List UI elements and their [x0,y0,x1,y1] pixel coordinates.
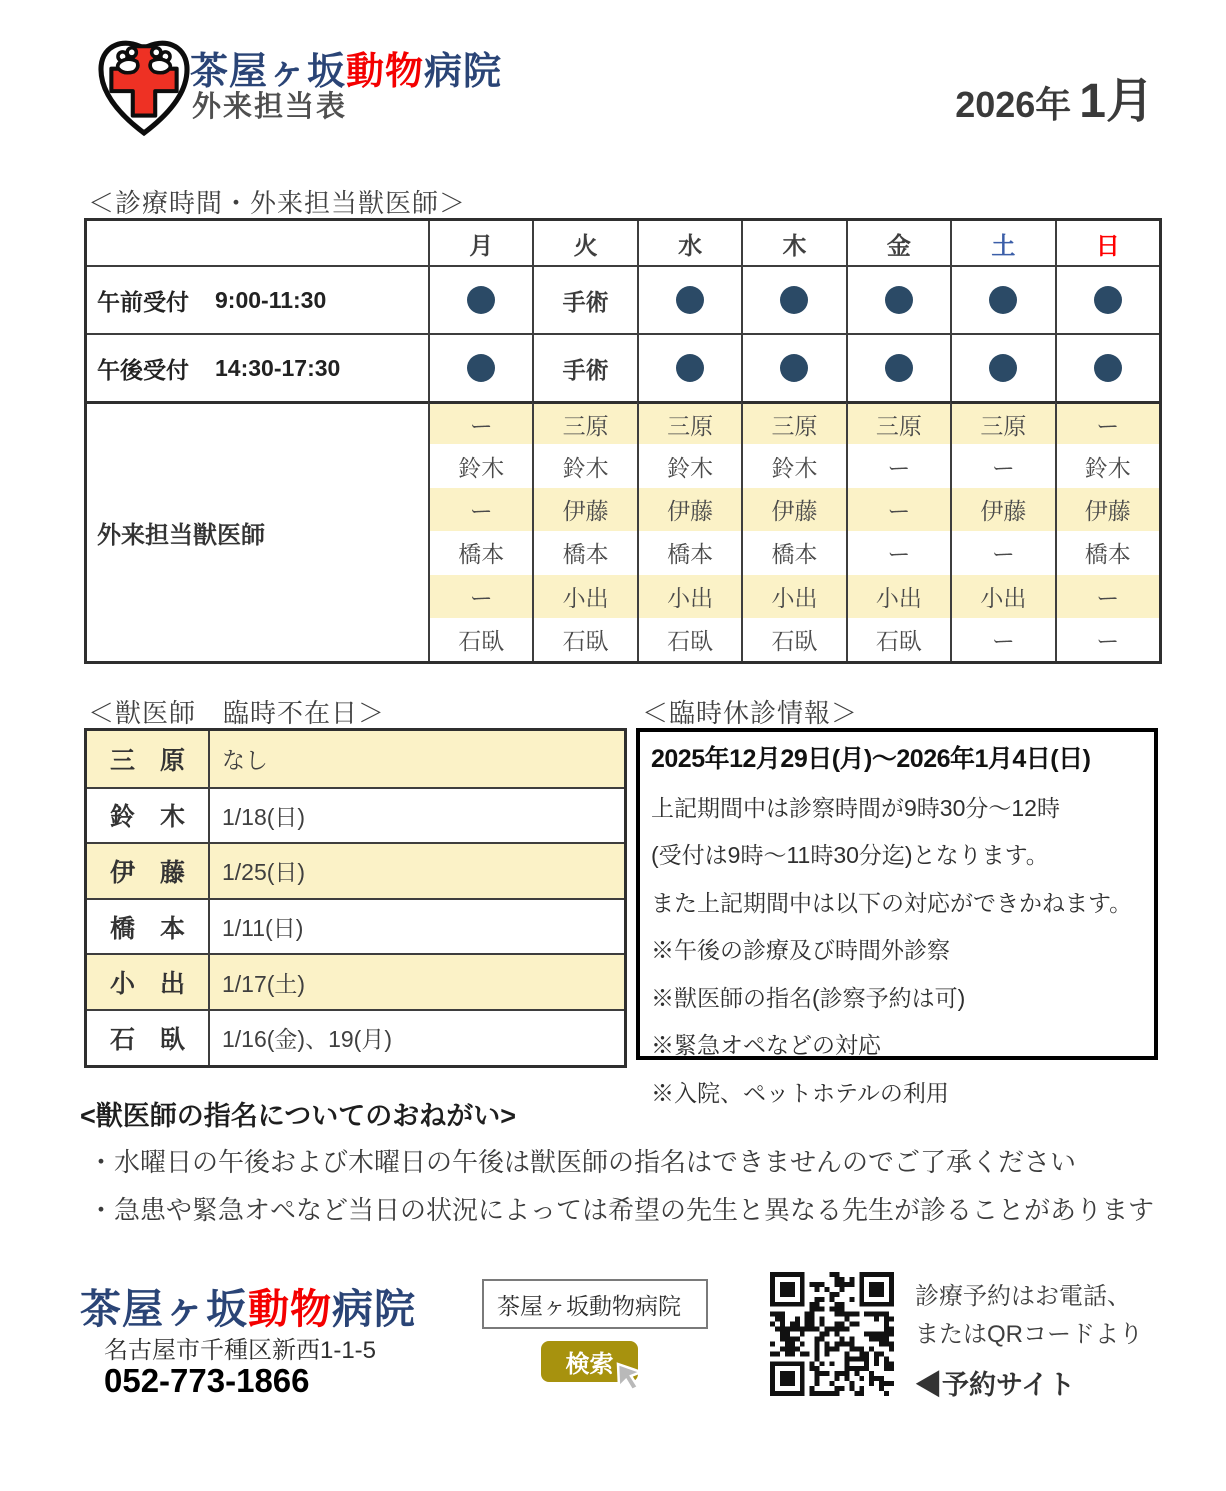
vet-cell: 橋本 [1055,531,1159,574]
open-dot-icon [467,354,495,382]
vet-cell: 鈴木 [1055,444,1159,487]
absence-table [84,728,627,1068]
absence-date-value: 1/18(日) [208,787,624,843]
vet-cell: 小出 [637,575,741,618]
closure-line: ※入院、ペットホテルの利用 [651,1079,949,1106]
schedule-cell [428,265,532,333]
vet-cell: 伊藤 [1055,488,1159,531]
schedule-table [84,218,1162,664]
day-header: 木 [741,221,845,265]
vet-cell: 小出 [741,575,845,618]
vet-cell: 橋本 [637,531,741,574]
schedule-cell [741,265,845,333]
vet-cell: ー [1055,401,1159,444]
schedule-cell: 手術 [532,333,636,401]
schedule-cell [637,333,741,401]
absence-date-value: 1/17(土) [208,953,624,1009]
open-dot-icon [780,354,808,382]
vet-cell: ー [846,488,950,531]
day-header: 土 [950,221,1054,265]
schedule-cell [1055,333,1159,401]
schedule-cell: 手術 [532,265,636,333]
vet-cell: ー [428,488,532,531]
schedule-cell [846,333,950,401]
vet-cell: ー [428,575,532,618]
absence-vet-name: 伊 藤 [87,842,208,898]
vet-cell: 三原 [950,401,1054,444]
absence-vet-name: 小 出 [87,953,208,1009]
qr-code [770,1272,894,1396]
address: 名古屋市千種区新西1-1-5 [104,1337,377,1364]
vet-cell: 三原 [637,401,741,444]
open-dot-icon [780,286,808,314]
vet-cell: ー [1055,618,1159,661]
hospital-name-accent: 動物 [346,51,425,93]
vet-cell: ー [950,444,1054,487]
schedule-cell [637,265,741,333]
vet-cell: 石臥 [428,618,532,661]
schedule-cell [950,265,1054,333]
month-label: 1月 [1079,75,1154,128]
vet-cell: 石臥 [532,618,636,661]
vet-cell: ー [846,531,950,574]
absence-vet-name: 鈴 木 [87,787,208,843]
vet-cell: 石臥 [741,618,845,661]
closure-line: また上記期間中は以下の対応ができかねます。 [651,889,1133,916]
vet-cell: 鈴木 [637,444,741,487]
absence-vet-name: 橋 本 [87,898,208,954]
absence-date-value: 1/11(日) [208,898,624,954]
vet-cell: ー [428,401,532,444]
closure-line: (受付は9時～11時30分迄)となります。 [651,842,1049,868]
open-dot-icon [1094,354,1122,382]
vet-cell: 橋本 [428,531,532,574]
schedule-cell [428,333,532,401]
open-dot-icon [676,354,704,382]
vet-cell: 橋本 [741,531,845,574]
closure-period: 2025年12月29日(月)～2026年1月4日(日) [651,745,1091,773]
search-button: 検索 [541,1341,638,1382]
open-dot-icon [885,286,913,314]
closure-line: ※緊急オペなどの対応 [651,1032,881,1058]
absence-date-value: 1/25(日) [208,842,624,898]
hospital-name: 茶屋ヶ坂動物病院 [190,51,503,93]
absence-date-value: なし [208,731,624,787]
closure-line: 上記期間中は診察時間が9時30分～12時 [651,794,1060,821]
vet-cell: 伊藤 [532,488,636,531]
time-row-label: 午後受付 14:30-17:30 [87,333,428,401]
vet-cell: 三原 [741,401,845,444]
vet-cell: 小出 [950,575,1054,618]
schedule-cell [1055,265,1159,333]
phone-number: 052-773-1866 [104,1362,310,1399]
vet-cell: ー [950,531,1054,574]
time-row-label: 午前受付 9:00-11:30 [87,265,428,333]
day-header: 金 [846,221,950,265]
vet-cell: 鈴木 [532,444,636,487]
reservation-site-label: ◀予約サイト [915,1370,1076,1400]
cursor-arrow-icon [614,1360,646,1392]
vet-cell: 鈴木 [741,444,845,487]
paw-cross-heart-icon [93,31,195,139]
closure-line: ※午後の診療及び時間外診察 [651,937,950,963]
absence-vet-name: 石 臥 [87,1009,208,1065]
vet-section-label: 外来担当獣医師 [87,401,428,661]
open-dot-icon [989,354,1017,382]
schedule-month: 2026年 1月 [955,75,1154,128]
request-bullet: ・急患や緊急オペなど当日の状況によっては希望の先生と異なる先生が診ることがあります [88,1195,1155,1225]
closure-line: ※獣医師の指名(診察予約は可) [651,984,966,1011]
open-dot-icon [885,354,913,382]
vet-cell: 伊藤 [637,488,741,531]
day-header: 水 [637,221,741,265]
vet-cell: 伊藤 [950,488,1054,531]
search-input: 茶屋ヶ坂動物病院 [482,1279,708,1329]
request-heading: <獣医師の指名についてのおねがい> [80,1101,516,1131]
footer-hospital-name: 茶屋ヶ坂動物病院 [80,1286,416,1332]
vet-cell: 鈴木 [428,444,532,487]
schedule-section-title: ＜診療時間・外来担当獣医師＞ [88,188,467,218]
vet-cell: 石臥 [637,618,741,661]
vet-cell: 小出 [532,575,636,618]
absence-section-title: ＜獣医師 臨時不在日＞ [88,698,386,728]
closure-info-box [636,728,1158,1106]
vet-cell: 三原 [846,401,950,444]
request-bullet: ・水曜日の午後および木曜日の午後は獣医師の指名はできませんのでご了承ください [88,1147,1077,1177]
absence-date-value: 1/16(金)、19(月) [208,1009,624,1065]
day-header: 月 [428,221,532,265]
open-dot-icon [989,286,1017,314]
day-header: 日 [1055,221,1159,265]
vet-cell: 三原 [532,401,636,444]
schedule-cell [950,333,1054,401]
schedule-cell [846,265,950,333]
vet-cell: 小出 [846,575,950,618]
vet-cell: ー [1055,575,1159,618]
vet-cell: ー [950,618,1054,661]
schedule-corner-cell [87,221,428,265]
vet-cell: 橋本 [532,531,636,574]
schedule-cell [741,333,845,401]
vet-cell: 石臥 [846,618,950,661]
closure-section-title: ＜臨時休診情報＞ [642,698,859,728]
vet-cell: 伊藤 [741,488,845,531]
flyer-subtitle: 外来担当表 [192,91,348,123]
open-dot-icon [676,286,704,314]
open-dot-icon [1094,286,1122,314]
footer-hospital-name-accent: 動物 [248,1286,332,1332]
vet-cell: ー [846,444,950,487]
day-header: 火 [532,221,636,265]
open-dot-icon [467,286,495,314]
qr-caption: 診療予約はお電話、 またはQRコードより [915,1283,1143,1348]
absence-vet-name: 三 原 [87,731,208,787]
